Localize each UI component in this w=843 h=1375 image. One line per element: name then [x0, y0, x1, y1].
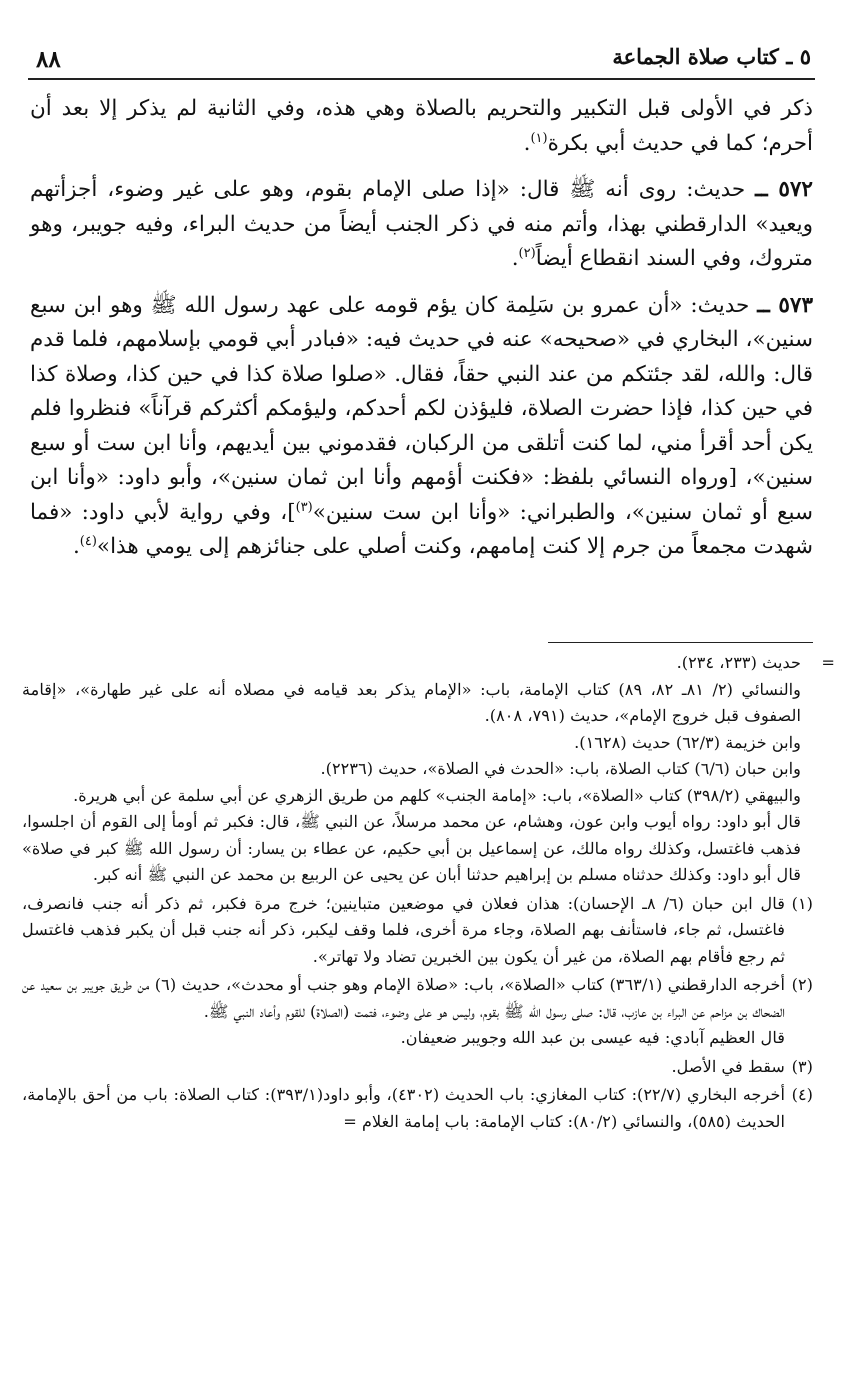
page-number: ٨٨ — [36, 46, 61, 73]
footnote-line: والنسائي (٢/ ٨١ـ ٨٢، ٨٩) كتاب الإمامة، باب: «الإمام يذكر بعد قيامه في مصلاه أنه على غير طهارة»، «إقامة الصفوف قبل خروج الإمام»، حديث (٧٩١، ٨٠٨). — [22, 679, 801, 725]
paragraph-text: حديث: روى أنه ﷺ قال: «إذا صلى الإمام بقوم، وهو على غير وضوء، أجزأتهم ويعيد» الدارقطني بهذا، وأتم منه في ذكر الجنب أيضاً من حديث البراء، وفيه جويبر، وهو متروك، وفي السند انقطاع أيضاً — [30, 177, 813, 271]
footnote-text-group — [22, 1082, 785, 1135]
footnote-line: حديث (٢٣٣، ٢٣٤). — [676, 653, 801, 672]
footnotes — [22, 650, 835, 1137]
continuation-mark: = — [343, 1111, 357, 1131]
footnote-4 — [22, 1082, 813, 1135]
hadith-number: ٥٧٢ ــ — [755, 177, 813, 202]
hadith-573 — [30, 289, 813, 565]
paragraph-text: ذكر في الأولى قبل التكبير والتحريم بالصلاة وهي هذه، وفي الثانية لم يذكر إلا بعد أن أحرم؛ كما في حديث أبي بكرة — [30, 96, 813, 156]
footnote-divider — [548, 642, 813, 643]
footnote-text: أخرجه الدارقطني (٣٦٣/١) كتاب «الصلاة»، باب: «صلاة الإمام وهو جنب أو محدث»، حديث (٦) من طريق جويبر بن سعيد عن الضحاك بن مزاحم عن البراء بن عازب، قال: صلى رسول الله ﷺ بقوم، وليس هو على وضوء، فتمت (الصلاة) للقوم وأعاد النبي ﷺ. — [22, 975, 785, 1021]
footnote-line: وابن خزيمة (٦٢/٣) حديث (١٦٢٨). — [574, 732, 801, 752]
footnote-ref: (١) — [530, 130, 548, 146]
hadith-number: ٥٧٣ ــ — [757, 292, 814, 318]
footnote-ref: (٢) — [518, 245, 536, 261]
footnote-line: قال أبو داود: رواه أيوب وابن عون، وهشام، عن محمد مرسلاً، عن النبي ﷺ، قال: فكبر ثم أومأ إلى القوم أن اجلسوا، فذهب فاغتسل، وكذلك رواه مالك، عن إسماعيل بن أبي حكيم، عن عطاء بن يسار: أن رسول الله ﷺ كبر في صلاة» قال أبو داود: وكذلك حدثناه مسلم بن إبراهيم حدثنا أبان عن يحيى عن الربيع بن محمد عن النبي ﷺ أنه كبر. — [22, 812, 801, 884]
footnote-text-group — [22, 972, 785, 1052]
page-header — [28, 38, 815, 80]
paragraph-text: ]، وفي رواية لأبي داود: «فما شهدت مجمعاً من جرم إلا كنت إمامهم، وكنت أصلي على جنائزهم إلى يومي هذا» — [30, 499, 813, 559]
hadith-572: ٥٧٢ ــ حديث: روى أنه ﷺ قال: «إذا صلى الإمام بقوم، وهو على غير وضوء، أجزأتهم ويعيد» الدارقطني بهذا، وأتم منه في ذكر الجنب أيضاً من حديث البراء، وفيه جويبر، وهو متروك، وفي السند انقطاع أيضاً$^{(٢)}$. — [30, 177, 813, 271]
footnote-text: سقط في الأصل. — [671, 1056, 785, 1076]
footnote-3 — [22, 1054, 813, 1081]
footnote-text: أخرجه البخاري (٢٢/٧): كتاب المغازي: باب الحديث (٤٣٠٢)، وأبو داود(٣٩٣/١): كتاب الصلاة: باب من أحق بالإمامة، الحديث (٥٨٥)، والنسائي (٨٠/٢): كتاب الإمامة: باب إمامة الغلام — [22, 1085, 785, 1131]
footnote-2 — [22, 972, 813, 1052]
footnote-text: قال العظيم آبادي: فيه عيسى بن عبد الله وجويبر ضعيفان. — [400, 1028, 785, 1047]
running-title: ٥ ـ كتاب صلاة الجماعة — [612, 44, 811, 69]
footnote-ref: (٣) — [295, 499, 313, 515]
footnote-number: (٤) — [791, 1085, 813, 1104]
footnote-text: قال ابن حبان (٦/ ٨ـ الإحسان): هذان فعلان في موضعين متباينين؛ خرج مرة فكبر، ثم ذكر أنه جنب فانصرف، فاغتسل، ثم جاء، فاستأنف بهم الصلاة، وجاء مرة أخرى، فلما وقف ليكبر، ذكر أنه جنب قبل أن يكبر فذهب فاغتسل ثم رجع فأقام بهم الصلاة، من غير أن يكون بين الخبرين تضاد ولا تهاتر». — [22, 893, 785, 966]
main-text — [30, 92, 813, 577]
footnote-1 — [22, 891, 813, 971]
footnote-continuation — [22, 650, 835, 889]
continuation-mark: = — [821, 653, 835, 672]
paragraph-text: حديث: «أن عمرو بن سَلِمة كان يؤم قومه على عهد رسول الله ﷺ وهو ابن سبع سنين»، البخاري في «صحيحه» عنه في حديث فيه: «فبادر أبي قومي بإسلامهم، فلما قدم قال: والله، لقد جئتكم من عند النبي حقاً، فقال. «صلوا صلاة كذا في حين كذا، وصلاة كذا في حين كذا، فإذا حضرت الصلاة، فليؤذن لكم أحدكم، وليؤمكم أكثركم قرآناً» فنظروا فلم يكن أحد أقرأ مني، لما كنت أتلقى من الركبان، فقدموني بين أيديهم، وأنا ابن ست أو سبع سنين»، [ورواه النسائي بلفظ: «فكنت أؤمهم وأنا ابن ثمان سنين»، وأبو داود: «وأنا ابن سبع أو ثمان سنين»، والطبراني: «وأنا ابن ست سنين» — [30, 292, 813, 525]
footnote-ref: (٤) — [79, 533, 97, 549]
paragraph-end: . — [72, 534, 80, 559]
footnote-number: (٢) — [791, 975, 813, 994]
paragraph: ذكر في الأولى قبل التكبير والتحريم بالصلاة وهي هذه، وفي الثانية لم يذكر إلا بعد أن أحرم؛ كما في حديث أبي بكرة$^{(١)}$. — [30, 96, 813, 156]
footnote-number: (٣) — [791, 1056, 813, 1076]
footnote-line: والبيهقي (٣٩٨/٢) كتاب «الصلاة»، باب: «إمامة الجنب» كلهم من طريق الزهري عن أبي سلمة عن أبي هريرة. — [73, 785, 801, 805]
footnote-number: (١) — [791, 893, 813, 913]
footnote-line: وابن حبان (٦/٦) كتاب الصلاة، باب: «الحدث في الصلاة»، حديث (٢٢٣٦). — [320, 759, 801, 778]
